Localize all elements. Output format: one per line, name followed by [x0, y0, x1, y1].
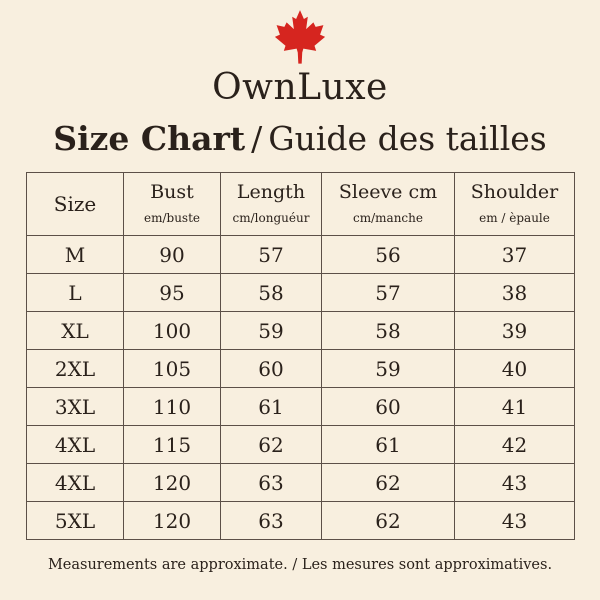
cell-bust: 120 [124, 464, 221, 502]
cell-bust: 115 [124, 426, 221, 464]
brand-name: OwnLuxe [212, 67, 388, 108]
cell-bust: 110 [124, 388, 221, 426]
cell-sleeve: 62 [322, 502, 455, 540]
cell-shoulder: 41 [455, 388, 575, 426]
cell-length: 57 [221, 236, 322, 274]
cell-bust: 105 [124, 350, 221, 388]
cell-size: 2XL [27, 350, 124, 388]
table-row [27, 502, 575, 540]
table-row [27, 236, 575, 274]
table-row [27, 426, 575, 464]
cell-length: 59 [221, 312, 322, 350]
header-shoulder [455, 173, 575, 236]
title-separator: / [251, 119, 263, 158]
page-title [0, 116, 600, 162]
cell-sleeve: 56 [322, 236, 455, 274]
size-table [26, 172, 575, 540]
maple-leaf-icon [272, 9, 328, 67]
cell-sleeve: 57 [322, 274, 455, 312]
header-label: Size [53, 192, 97, 216]
cell-shoulder: 43 [455, 502, 575, 540]
cell-size: 5XL [27, 502, 124, 540]
table-row [27, 388, 575, 426]
header-sleeve [322, 173, 455, 236]
header-size [27, 173, 124, 236]
header-label: Sleeve cm [338, 181, 438, 203]
cell-sleeve: 62 [322, 464, 455, 502]
header-label: Bust [150, 181, 194, 203]
header-bust [124, 173, 221, 236]
table-row [27, 464, 575, 502]
header-label: Shoulder [470, 181, 559, 203]
cell-shoulder: 43 [455, 464, 575, 502]
cell-shoulder: 42 [455, 426, 575, 464]
cell-shoulder: 40 [455, 350, 575, 388]
cell-size: M [27, 236, 124, 274]
title-french: Guide des tailles [268, 119, 547, 158]
table-row [27, 274, 575, 312]
cell-sleeve: 59 [322, 350, 455, 388]
table-row [27, 350, 575, 388]
cell-bust: 120 [124, 502, 221, 540]
cell-shoulder: 39 [455, 312, 575, 350]
footnote: Measurements are approximate. / Les mesures sont approximatives. [47, 557, 553, 573]
cell-length: 60 [221, 350, 322, 388]
header-length [221, 173, 322, 236]
table-row [27, 312, 575, 350]
table-header-row [27, 173, 575, 236]
cell-sleeve: 61 [322, 426, 455, 464]
header-sublabel: cm/longuéur [232, 211, 310, 225]
cell-bust: 95 [124, 274, 221, 312]
cell-length: 58 [221, 274, 322, 312]
cell-length: 62 [221, 426, 322, 464]
header-sublabel: cm/manche [353, 211, 423, 225]
cell-shoulder: 37 [455, 236, 575, 274]
title-english: Size Chart [53, 119, 246, 158]
cell-bust: 90 [124, 236, 221, 274]
cell-length: 61 [221, 388, 322, 426]
cell-shoulder: 38 [455, 274, 575, 312]
cell-size: L [27, 274, 124, 312]
header-label: Length [236, 181, 306, 203]
cell-length: 63 [221, 464, 322, 502]
cell-size: 4XL [27, 464, 124, 502]
header-sublabel: em/buste [143, 211, 200, 225]
cell-size: 4XL [27, 426, 124, 464]
cell-sleeve: 58 [322, 312, 455, 350]
cell-size: 3XL [27, 388, 124, 426]
cell-sleeve: 60 [322, 388, 455, 426]
cell-length: 63 [221, 502, 322, 540]
cell-bust: 100 [124, 312, 221, 350]
header-sublabel: em / èpaule [479, 211, 550, 225]
cell-size: XL [27, 312, 124, 350]
